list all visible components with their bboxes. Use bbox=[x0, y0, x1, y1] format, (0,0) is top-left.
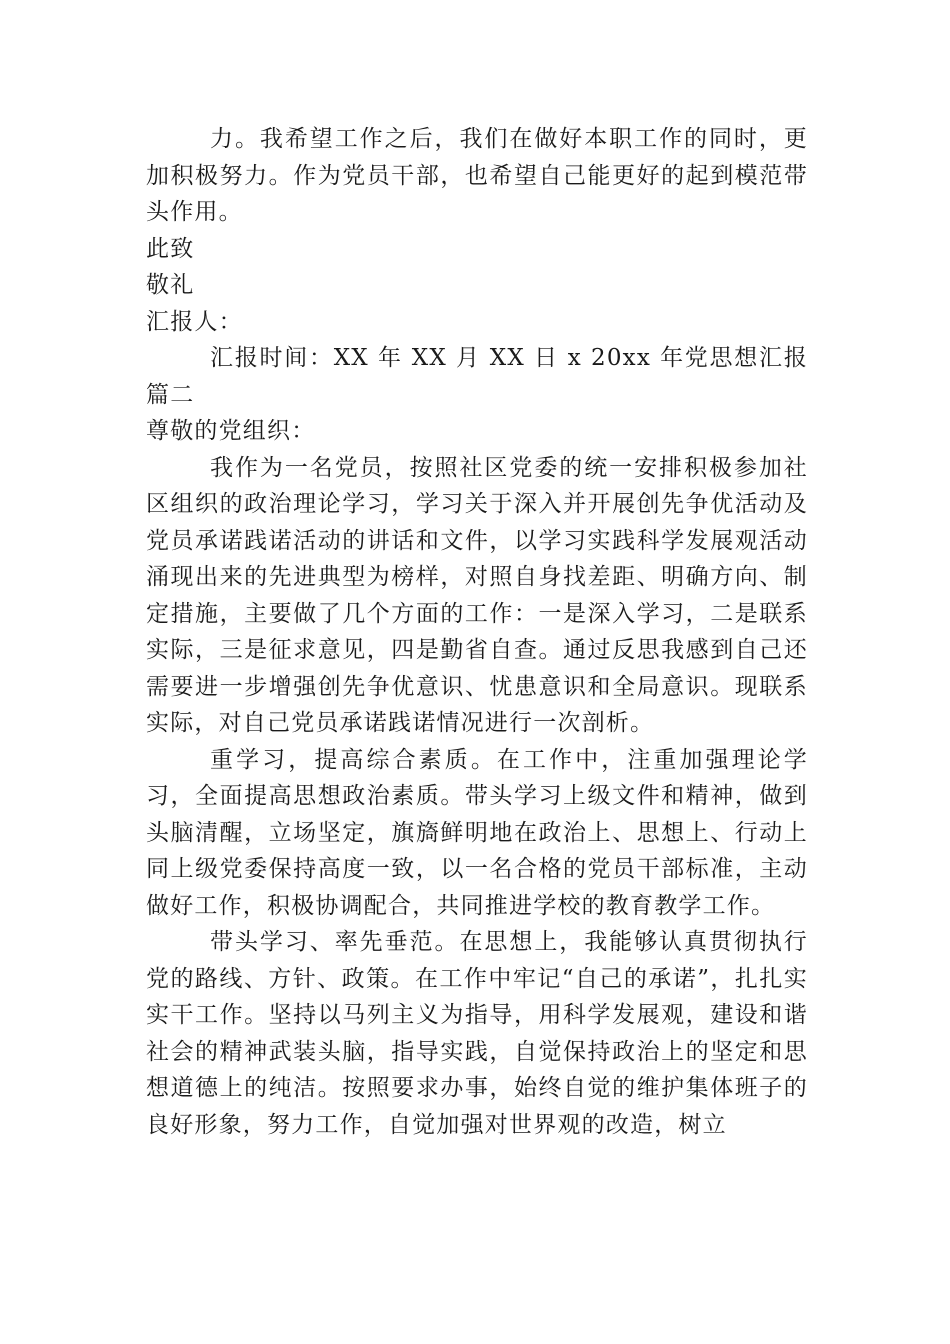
document-body bbox=[146, 121, 808, 1143]
report-time-line: 汇报时间：XX 年 XX 月 XX 日 x 20xx 年党思想汇报篇二 bbox=[146, 345, 808, 408]
reporter-line: 汇报人： bbox=[146, 308, 243, 335]
body-paragraph-2: 重学习，提高综合素质。在工作中，注重加强理论学习，全面提高思想政治素质。带头学习上级文件和精神，做到头脑清醒，立场坚定，旗旖鲜明地在政治上、思想上、行动上同上级党委保持高度一致，以一名合格的党员干部标准，主动做好工作，积极协调配合，共同推进学校的教育教学工作。 bbox=[146, 746, 808, 919]
closing-cizhi: 此致 bbox=[146, 235, 195, 262]
paragraph-intro: 力。我希望工作之后，我们在做好本职工作的同时，更加积极努力。作为党员干部，也希望自己能更好的起到模范带头作用。 bbox=[146, 126, 808, 225]
salutation: 尊敬的党组织： bbox=[146, 418, 316, 444]
body-paragraph-3: 带头学习、率先垂范。在思想上，我能够认真贯彻执行党的路线、方针、政策。在工作中牢记“自己的承诺”，扎扎实实干工作。坚持以马列主义为指导，用科学发展观，建设和谐社会的精神武装头脑，指导实践，自觉保持政治上的坚定和思想道德上的纯洁。按照要求办事，始终自觉的维护集体班子的良好形象，努力工作，自觉加强对世界观的改造，树立 bbox=[146, 929, 808, 1138]
body-paragraph-1: 我作为一名党员，按照社区党委的统一安排积极参加社区组织的政治理论学习，学习关于深入并开展创先争优活动及党员承诺践诺活动的讲话和文件，以学习实践科学发展观活动涌现出来的先进典型为榜样，对照自身找差距、明确方向、制定措施，主要做了几个方面的工作：一是深入学习，二是联系实际，三是征求意见，四是勤省自查。通过反思我感到自己还需要进一步增强创先争优意识、忧患意识和全局意识。现联系实际，对自己党员承诺践诺情况进行一次剖析。 bbox=[146, 454, 808, 736]
closing-jingli: 敬礼 bbox=[146, 272, 195, 298]
